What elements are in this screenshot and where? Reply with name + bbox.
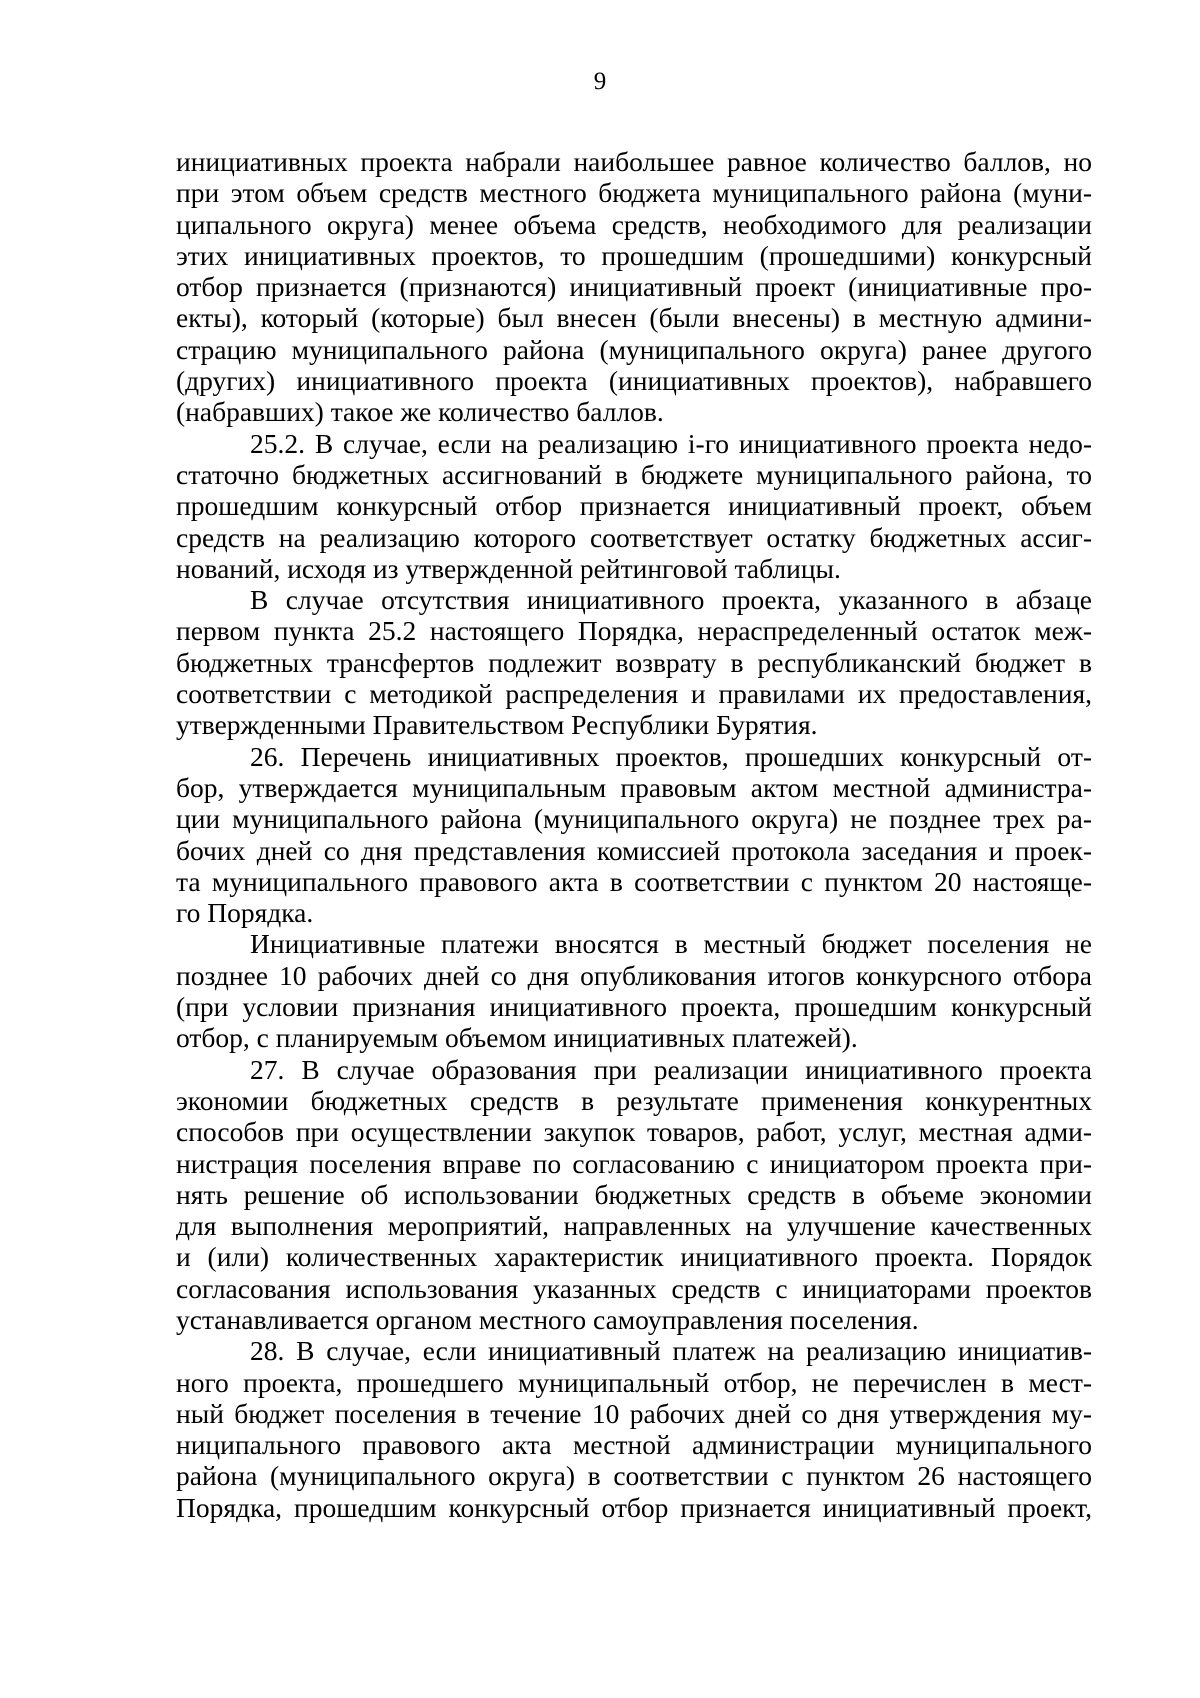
paragraph [176, 146, 1092, 428]
text-line: района (муниципального округа) в соответствии с пунктом 26 настоящего [176, 1460, 1092, 1492]
text-line: го Порядка. [176, 897, 314, 929]
text-line: статочно бюджетных ассигнований в бюджете муниципального района, то [176, 458, 1092, 490]
text-line: прошедшим конкурсный отбор признается инициативный проект, объем [176, 490, 1092, 522]
text-line: экономии бюджетных средств в результате применения конкурентных [176, 1084, 1092, 1116]
text-line: 28. В случае, если инициативный платеж на реализацию инициатив- [250, 1335, 1092, 1367]
text-line: первом пункта 25.2 настоящего Порядка, нераспределенный остаток меж- [176, 615, 1092, 647]
paragraph [176, 741, 1092, 929]
text-line: позднее 10 рабочих дней со дня опубликования итогов конкурсного отбора [176, 959, 1092, 991]
text-line: страцию муниципального района (муниципального округа) ранее другого [176, 333, 1092, 365]
text-line: для выполнения мероприятий, направленных на улучшение качественных [176, 1210, 1092, 1242]
text-line: ции муниципального района (муниципального округа) не позднее трех ра- [176, 803, 1092, 835]
paragraph [176, 1335, 1092, 1523]
text-line: 25.2. В случае, если на реализацию i-го инициативного проекта недо- [250, 427, 1092, 459]
text-line: В случае отсутствия инициативного проекта, указанного в абзаце [250, 584, 1092, 616]
paragraph [176, 928, 1092, 1053]
text-line: нований, исходя из утвержденной рейтинговой таблицы. [176, 552, 841, 584]
text-line: бочих дней со дня представления комиссией протокола заседания и проек- [176, 834, 1092, 866]
text-line: утвержденными Правительством Республики Бурятия. [176, 709, 818, 741]
text-line: 26. Перечень инициативных проектов, прошедших конкурсный от- [250, 740, 1092, 772]
text-line: бор, утверждается муниципальным правовым актом местной администра- [176, 771, 1092, 803]
text-line: устанавливается органом местного самоуправления поселения. [176, 1303, 919, 1335]
text-line: Порядка, прошедшим конкурсный отбор признается инициативный проект, [176, 1491, 1092, 1523]
text-line: этих инициативных проектов, то прошедшим (прошедшими) конкурсный [176, 239, 1092, 271]
text-line: (при условии признания инициативного проекта, прошедшим конкурсный [176, 991, 1092, 1023]
page-number: 9 [593, 68, 607, 95]
text-line: средств на реализацию которого соответствует остатку бюджетных ассиг- [176, 521, 1092, 553]
text-line: 27. В случае образования при реализации инициативного проекта [250, 1053, 1092, 1085]
paragraph [176, 428, 1092, 584]
text-line: та муниципального правового акта в соответствии с пунктом 20 настояще- [176, 865, 1092, 897]
text-line: ного проекта, прошедшего муниципальный отбор, не перечислен в мест- [176, 1366, 1092, 1398]
text-line: бюджетных трансфертов подлежит возврату в республиканский бюджет в [176, 646, 1092, 678]
text-line: соответствии с методикой распределения и правилами их предоставления, [176, 678, 1092, 710]
text-line: способов при осуществлении закупок товаров, работ, услуг, местная адми- [176, 1116, 1092, 1148]
text-line: Инициативные платежи вносятся в местный бюджет поселения не [250, 928, 1092, 960]
text-line: ципального округа) менее объема средств, необходимого для реализации [176, 208, 1092, 240]
text-line: ниципального правового акта местной администрации муниципального [176, 1429, 1092, 1461]
text-line: и (или) количественных характеристик инициативного проекта. Порядок [176, 1241, 1092, 1273]
text-line: инициативных проекта набрали наибольшее равное количество баллов, но [176, 146, 1092, 177]
text-line: ный бюджет поселения в течение 10 рабочих дней со дня утверждения му- [176, 1397, 1092, 1429]
text-line: екты), который (которые) был внесен (были внесены) в местную админи- [176, 302, 1092, 334]
paragraph [176, 584, 1092, 740]
text-line: при этом объем средств местного бюджета муниципального района (муни- [176, 177, 1092, 209]
text-line: отбор признается (признаются) инициативный проект (инициативные про- [176, 271, 1092, 303]
paragraph [176, 1054, 1092, 1336]
text-line: нистрация поселения вправе по согласованию с инициатором проекта при- [176, 1147, 1092, 1179]
text-line: отбор, с планируемым объемом инициативных платежей). [176, 1022, 858, 1054]
text-line: нять решение об использовании бюджетных средств в объеме экономии [176, 1178, 1092, 1210]
text-line: согласования использования указанных средств с инициаторами проектов [176, 1272, 1092, 1304]
text-line: (других) инициативного проекта (инициативных проектов), набравшего [176, 365, 1092, 397]
document-body [176, 146, 1092, 1523]
text-line: (набравших) такое же количество баллов. [176, 396, 664, 428]
